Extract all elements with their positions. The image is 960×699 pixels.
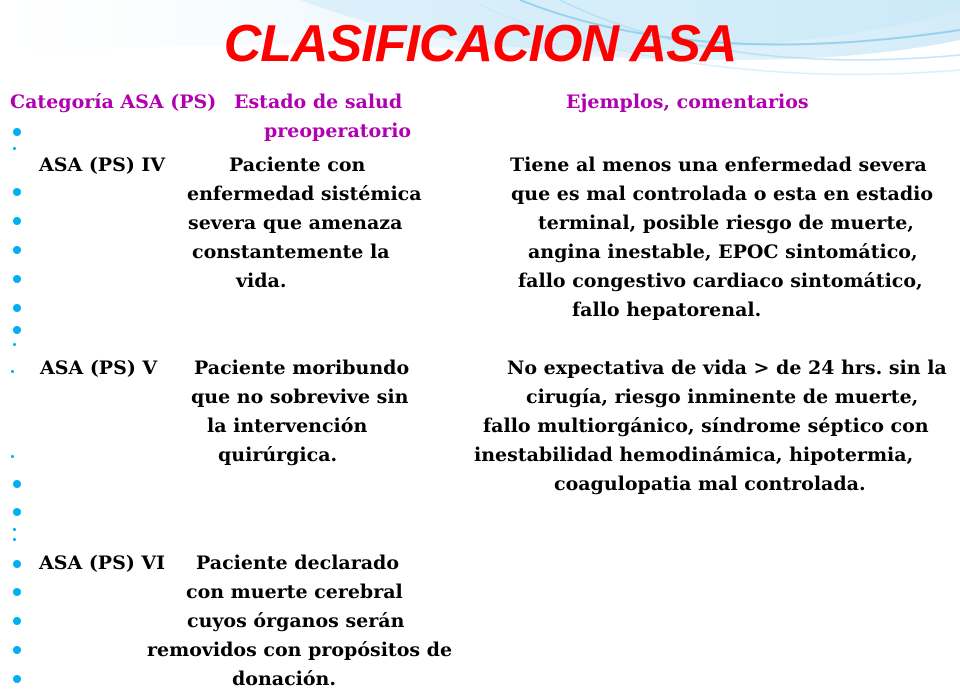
asa-v-comment-line: coagulopatia mal controlada.	[554, 473, 866, 495]
bullet-icon	[13, 246, 21, 254]
asa-vi-status-line: Paciente declarado	[196, 552, 400, 574]
bullet-icon	[13, 343, 16, 346]
asa-iv-status-line: vida.	[236, 270, 287, 292]
asa-vi-status-line: con muerte cerebral	[186, 581, 403, 603]
header-comments: Ejemplos, comentarios	[566, 91, 809, 113]
asa-iv-status-line: severa que amenaza	[188, 212, 403, 234]
bullet-icon	[13, 326, 21, 334]
asa-iv-category: ASA (PS) IV	[39, 154, 166, 176]
bullet-icon	[13, 528, 16, 531]
asa-v-comment-line: cirugía, riesgo inminente de muerte,	[526, 386, 919, 408]
bullet-icon	[11, 455, 14, 458]
asa-vi-status-line: donación.	[232, 668, 336, 690]
asa-v-status-line: la intervención	[207, 415, 368, 437]
asa-v-comment-line: inestabilidad hemodinámica, hipotermia,	[474, 444, 914, 466]
bullet-icon	[13, 147, 16, 150]
bullet-icon	[13, 617, 21, 625]
bullet-icon	[13, 538, 16, 541]
slide-title: CLASIFICACION ASA	[223, 15, 737, 73]
bullet-icon	[13, 646, 21, 654]
bullet-icon	[13, 675, 21, 683]
bullet-icon	[11, 370, 14, 373]
bullet-icon	[13, 588, 21, 596]
bullet-icon	[13, 480, 21, 488]
bullet-icon	[13, 508, 21, 516]
asa-v-status-line: que no sobrevive sin	[191, 386, 409, 408]
header-category: Categoría ASA (PS)	[10, 91, 217, 113]
asa-v-comment-line: fallo multiorgánico, síndrome séptico con	[483, 415, 929, 437]
asa-v-comment-line: No expectativa de vida > de 24 hrs. sin la	[507, 357, 947, 379]
header-status-line1: Estado de salud	[234, 91, 403, 113]
bullet-icon	[13, 304, 21, 312]
asa-v-status-line: quirúrgica.	[218, 444, 338, 466]
asa-vi-status-line: removidos con propósitos de	[147, 639, 453, 661]
asa-iv-status-line: constantemente la	[192, 241, 390, 263]
bullet-icon	[13, 560, 21, 568]
header-status-line2: preoperatorio	[264, 120, 412, 142]
asa-vi-category: ASA (PS) VI	[39, 552, 166, 574]
asa-iv-comment-line: Tiene al menos una enfermedad severa	[510, 154, 927, 176]
asa-iv-comment-line: que es mal controlada o esta en estadio	[511, 183, 934, 205]
bullet-icon	[13, 188, 21, 196]
bullet-icon	[13, 128, 21, 136]
bullet-icon	[13, 217, 21, 225]
asa-iv-comment-line: angina inestable, EPOC sintomático,	[528, 241, 918, 263]
asa-iv-comment-line: fallo congestivo cardiaco sintomático,	[518, 270, 923, 292]
asa-iv-status-line: Paciente con	[229, 154, 366, 176]
bullet-icon	[13, 275, 21, 283]
asa-iv-comment-line: fallo hepatorenal.	[572, 299, 762, 321]
asa-vi-status-line: cuyos órganos serán	[187, 610, 405, 632]
asa-v-status-line: Paciente moribundo	[194, 357, 410, 379]
asa-iv-status-line: enfermedad sistémica	[187, 183, 422, 205]
asa-iv-comment-line: terminal, posible riesgo de muerte,	[538, 212, 914, 234]
asa-v-category: ASA (PS) V	[40, 357, 158, 379]
